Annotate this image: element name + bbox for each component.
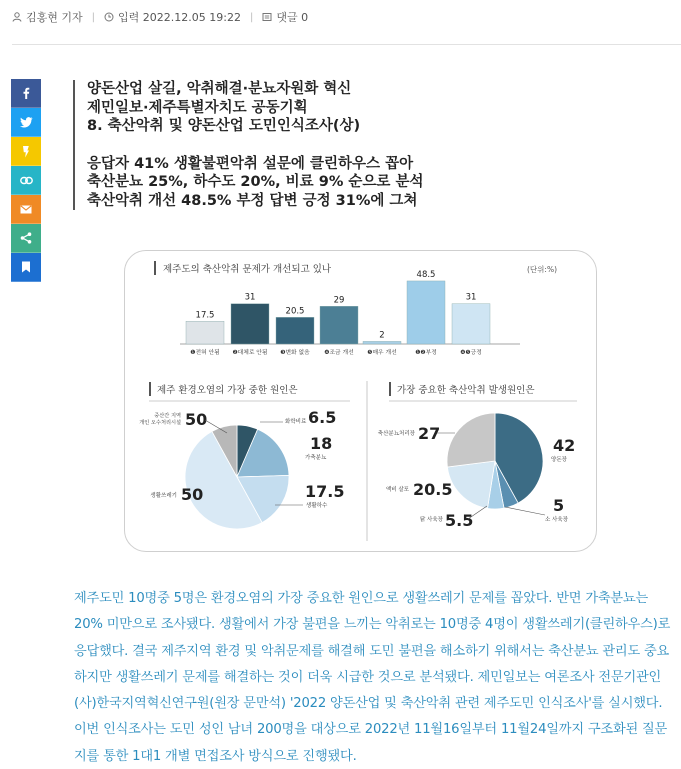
- bar: [320, 306, 358, 344]
- pie-slice-value: 5.5: [445, 511, 474, 530]
- comments-count[interactable]: 댓글 0: [276, 11, 309, 24]
- section-marker: [389, 382, 391, 396]
- section-marker: [149, 382, 151, 396]
- pie-slice-value: 5: [553, 496, 565, 515]
- bar-category-label: ❶전혀 안됨: [190, 350, 220, 356]
- pie-slice-value: 18: [310, 434, 333, 453]
- bar: [186, 321, 224, 344]
- meta-divider: |: [91, 11, 96, 23]
- pie-chart-odor-source: [378, 413, 575, 530]
- bar-chart-title: 제주도의 축산악취 문제가 개선되고 있나: [163, 264, 332, 275]
- pie-slice-value: 42: [553, 436, 576, 455]
- infographic-chart: [125, 251, 598, 553]
- share-bar: [11, 79, 41, 282]
- summary-line: 축산악취 개선 48.5% 부정 답변 긍정 31%에 그쳐: [87, 192, 418, 209]
- pie-slice-value: 50: [181, 485, 204, 504]
- bar: [363, 341, 401, 344]
- share-link-button[interactable]: [11, 166, 41, 195]
- bar-category-label: ❸변화 없음: [280, 350, 310, 356]
- share-kakaostory-button[interactable]: [11, 137, 41, 166]
- bar-category-label: ❹❺긍정: [460, 350, 482, 356]
- share-icon: [20, 232, 32, 244]
- bar-chart: [180, 270, 520, 356]
- pie-slice: [447, 413, 495, 467]
- summary-line: 제민일보·제주특별자치도 공동기획: [87, 99, 308, 116]
- pie-leader-line: [505, 507, 545, 515]
- bar-chart-unit: (단위:%): [527, 265, 557, 274]
- bar: [452, 304, 490, 344]
- bar: [231, 304, 269, 344]
- person-icon: [12, 12, 22, 22]
- summary-line: 축산분뇨 25%, 하수도 20%, 비료 9% 순으로 분석: [87, 174, 424, 190]
- share-more-button[interactable]: [11, 224, 41, 253]
- meta-divider: |: [249, 11, 254, 23]
- pie-slice-label: 생활하수: [306, 503, 328, 509]
- pie-slice-label: 양돈장: [551, 457, 567, 463]
- bar-category-label: ❶❷부정: [415, 350, 437, 356]
- link-icon: [20, 176, 33, 185]
- article-body: 제주도민 10명중 5명은 환경오염의 가장 중요한 원인으로 생활쓰레기 문제를 꼽았다. 반면 가축분뇨는 20% 미만으로 조사됐다. 생활에서 가장 불편을 느끼는 악취로는 10명중 4명이 생활쓰레기(클린하우스)로 응답했다. 결국 제주지역 환경 및 악취문제를 해결해 도민 불편을 해소하기 위해서는 축산분뇨 관리도 중요하지만 생활쓰레기 문제를 해결하는 것이 더욱 시급한 것으로 분석됐다. 제민일보는 여론조사 전문기관인 (사)한국지역혁신연구원(원장 문만석) '2022 양돈산업 및 축산악취 관련 제주도민 인식조사'를 실시했다. 이번 인식조사는 도민 성인 남녀 200명을 대상으로 2022년 11월16일부터 11월24일까지 구조화된 질문지를 통한 1대1 개별 면접조사 방식으로 진행됐다.: [74, 591, 671, 764]
- pie-slice-label: 개인 오수처리시설: [139, 420, 181, 426]
- bookmark-icon: [21, 261, 31, 273]
- twitter-icon: [20, 117, 33, 128]
- bar-value-label: 31: [244, 292, 256, 303]
- meta-divider-line: [12, 44, 681, 45]
- pie-slice-label: 축산분뇨처리장: [377, 431, 415, 437]
- reporter-name: 김홍현 기자: [26, 11, 83, 24]
- bar-value-label: 48.5: [416, 269, 436, 280]
- infographic: [124, 250, 597, 552]
- bar-value-label: 20.5: [285, 306, 305, 317]
- pie-chart-pollution: [139, 408, 344, 529]
- share-email-button[interactable]: [11, 195, 41, 224]
- share-facebook-button[interactable]: [11, 79, 41, 108]
- summary-spacer: [87, 136, 533, 155]
- pie-slice-label: 닭 사육장: [419, 517, 443, 523]
- pie2-title: 가장 중요한 축산악취 발생원인은: [397, 385, 535, 396]
- bar-value-label: 2: [379, 330, 385, 341]
- pie-slice-label: 가축분뇨: [305, 455, 327, 461]
- reporter: [12, 9, 83, 25]
- bar-category-label: ❷대체로 안됨: [232, 350, 268, 356]
- bookmark-button[interactable]: [11, 253, 41, 282]
- summary-line: 8. 축산악취 및 양돈산업 도민인식조사(상): [87, 118, 361, 134]
- bar-category-label: ❺매우 개선: [367, 350, 397, 356]
- pie-slice-label: 액비 살포: [385, 487, 409, 493]
- facebook-icon: [20, 87, 32, 99]
- pie-slice-label: 중산간 지역: [154, 413, 181, 419]
- pie-slice-value: 20.5: [413, 480, 453, 499]
- article-meta: [12, 8, 308, 26]
- pie1-title: 제주 환경오염의 가장 중한 원인은: [157, 385, 298, 396]
- pie-slice-label: 화학비료: [285, 419, 307, 425]
- pie-slice: [447, 461, 495, 508]
- pie-slice-value: 17.5: [305, 482, 345, 501]
- bar: [407, 281, 445, 344]
- pie-slice-label: 생활쓰레기: [150, 493, 177, 499]
- bar-value-label: 29: [333, 295, 345, 306]
- publish-date: [104, 9, 241, 25]
- pie-slice-value: 50: [185, 410, 208, 429]
- share-twitter-button[interactable]: [11, 108, 41, 137]
- bar-category-label: ❹조금 개선: [324, 350, 354, 356]
- pie-slice-value: 6.5: [308, 408, 337, 427]
- clock-icon: [104, 12, 114, 22]
- section-marker: [154, 261, 156, 275]
- bar-value-label: 31: [465, 292, 477, 303]
- bar-value-label: 17.5: [195, 310, 215, 321]
- bar: [276, 317, 314, 344]
- comments-link[interactable]: [262, 9, 308, 25]
- comment-icon: [262, 12, 272, 22]
- article-summary: [73, 80, 533, 210]
- publish-date-text: 입력 2022.12.05 19:22: [118, 11, 241, 24]
- summary-line: 양돈산업 살길, 악취해결·분뇨자원화 혁신: [87, 81, 352, 97]
- pie-slice-value: 27: [418, 424, 441, 443]
- kakaostory-icon: [22, 145, 30, 158]
- email-icon: [20, 205, 32, 214]
- summary-line: 응답자 41% 생활불편악취 설문에 클린하우스 꼽아: [87, 155, 414, 172]
- pie-slice-label: 소 사육장: [545, 517, 569, 523]
